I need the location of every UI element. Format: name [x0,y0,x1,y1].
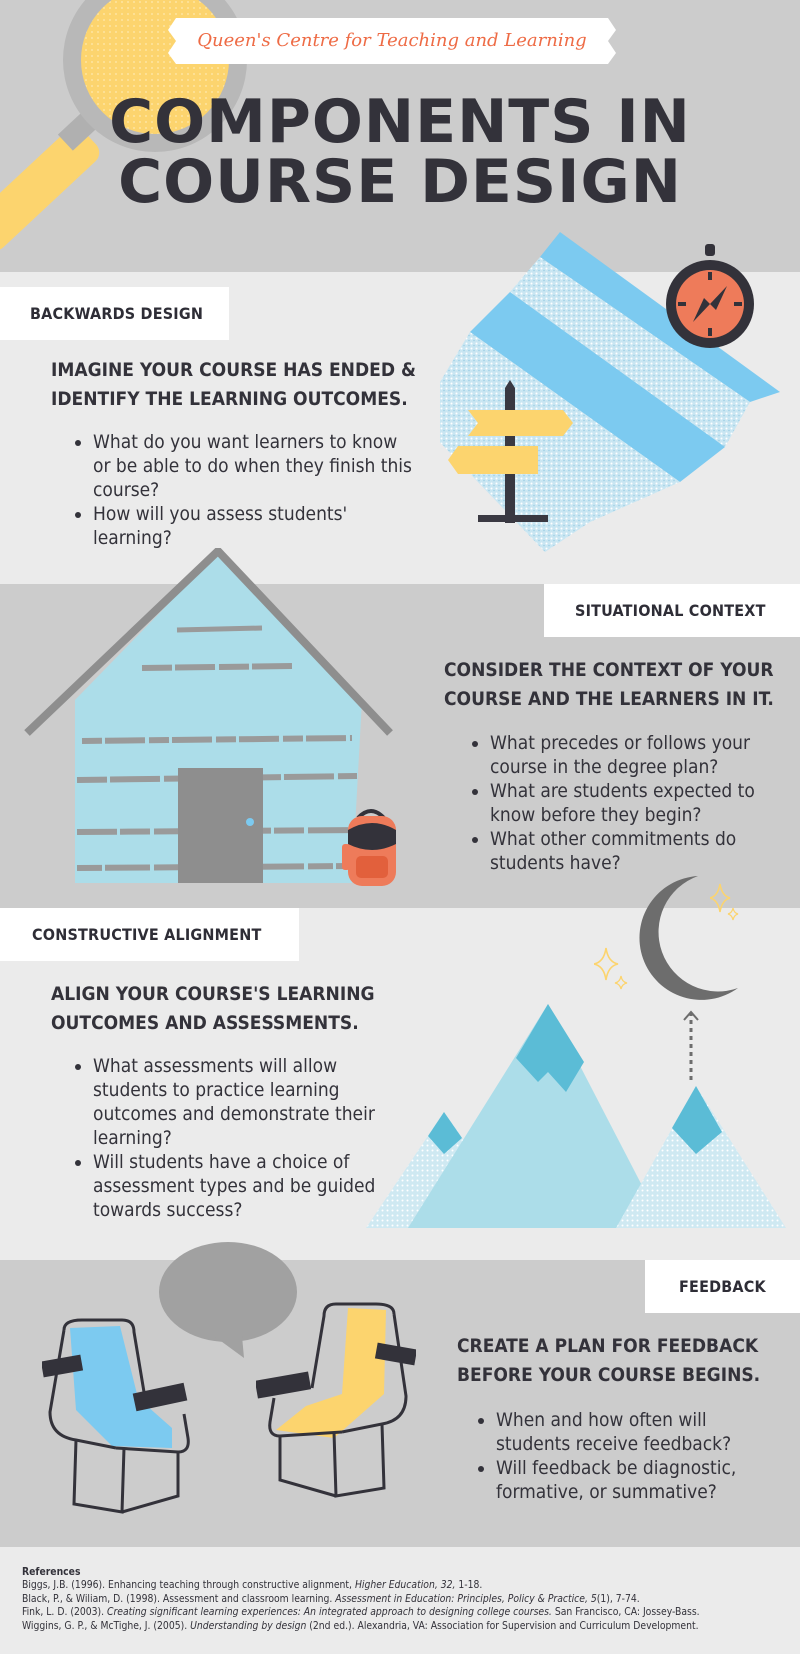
mountain-icon [366,1004,786,1232]
page-title-line1: COMPONENTS IN [109,87,691,157]
question-list-constructive-alignment [71,1054,393,1222]
section-tag-backwards-design: BACKWARDS DESIGN [0,287,229,340]
sparkle-icon [710,882,740,922]
list-item: • Will feedback be diagnostic, formative, or summative? [496,1456,786,1504]
list-item: • What do you want learners to know or be able to do when they finish this course? [93,430,413,502]
compass-icon [665,244,757,354]
section-heading-backwards-design: IMAGINE YOUR COURSE HAS ENDED & IDENTIFY THE LEARNING OUTCOMES. [51,359,416,410]
reference-item: Black, P., & Wiliam, D. (1998). Assessment and classroom learning. Assessment in Education: Principles, Policy & Practice, 5(1), 7-74. [22,1592,640,1605]
question-list-feedback [474,1408,786,1504]
section-heading-feedback: CREATE A PLAN FOR FEEDBACK BEFORE YOUR COURSE BEGINS. [457,1335,761,1386]
banner-text: Queen's Centre for Teaching and Learning [197,30,587,51]
section-tag-constructive-alignment: CONSTRUCTIVE ALIGNMENT [0,908,299,961]
sparkle-icon [594,946,628,990]
list-item: • Will students have a choice of assessment types and be guided towards success? [93,1150,393,1222]
list-item: • When and how often will students receive feedback? [496,1408,786,1456]
page-title [0,87,800,217]
chair-icon [42,1318,202,1514]
page-title-line2: COURSE DESIGN [118,147,682,217]
section-heading-constructive-alignment: ALIGN YOUR COURSE'S LEARNING OUTCOMES AND ASSESSMENTS. [51,983,375,1034]
references-heading: References [22,1566,81,1578]
section-tag-situational-context: SITUATIONAL CONTEXT [544,584,800,637]
list-item: • What assessments will allow students to practice learning outcomes and demonstrate their learning? [93,1054,393,1150]
question-list-situational-context [468,731,790,875]
list-item: • What precedes or follows your course in the degree plan? [490,731,790,779]
reference-item: Wiggins, G. P., & McTighe, J. (2005). Understanding by design (2nd ed.). Alexandria, VA: Association for Supervision and Curriculum Development. [22,1619,699,1632]
list-item: • What other commitments do students have? [490,827,790,875]
list-item: • What are students expected to know before they begin? [490,779,790,827]
list-item: • How will you assess students' learning? [93,502,413,550]
question-list-backwards-design [71,430,413,550]
references [22,1566,700,1633]
house-icon [22,548,394,888]
reference-item: Fink, L. D. (2003). Creating significant learning experiences: An integrated approach to designing college courses. San Francisco, CA: Jossey-Bass. [22,1606,700,1619]
reference-item: Biggs, J.B. (1996). Enhancing teaching through constructive alignment, Higher Education, 32, 1-18. [22,1579,483,1592]
section-tag-feedback: FEEDBACK [645,1260,800,1313]
chair-icon [256,1302,416,1498]
backpack-icon [340,804,402,890]
section-heading-situational-context: CONSIDER THE CONTEXT OF YOUR COURSE AND THE LEARNERS IN IT. [444,659,774,710]
signpost-icon [448,380,578,530]
